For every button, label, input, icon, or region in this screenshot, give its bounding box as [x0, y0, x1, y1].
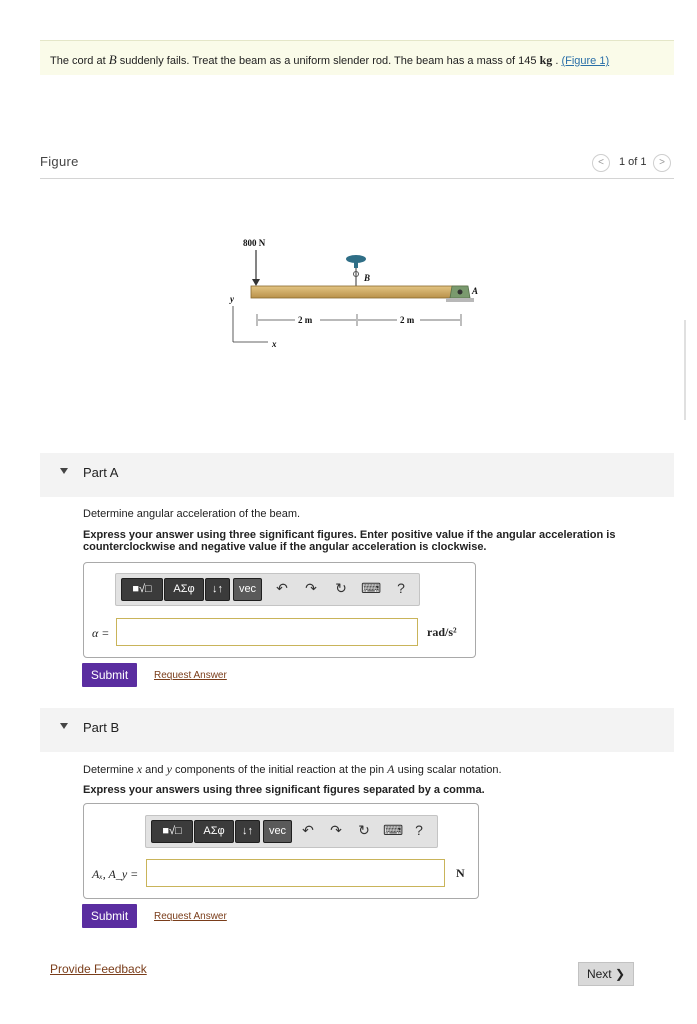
part-b-question-pre: Determine: [83, 764, 137, 776]
dim-left-label: 2 m: [298, 315, 313, 325]
force-arrowhead: [252, 279, 260, 286]
part-a-question: Determine angular acceleration of the beam.: [83, 508, 301, 520]
templates-button[interactable]: ■√□: [121, 578, 163, 601]
sub-superscript-button[interactable]: ↓↑: [205, 578, 230, 601]
keyboard-icon[interactable]: ⌨: [383, 822, 404, 838]
help-icon[interactable]: ?: [415, 822, 423, 838]
greek-symbols-button[interactable]: ΑΣφ: [164, 578, 204, 601]
beam: [251, 286, 467, 298]
sub-superscript-button[interactable]: ↓↑: [235, 820, 260, 843]
cord-support: [346, 255, 366, 263]
chevron-right-icon: >: [659, 157, 665, 168]
part-b-answer-box: [83, 803, 479, 899]
part-b-request-answer-link[interactable]: Request Answer: [154, 911, 227, 922]
cord-support-stem: [354, 262, 358, 268]
point-a-label: A: [472, 286, 479, 296]
reset-icon[interactable]: ↻: [358, 822, 370, 838]
dim-right-label: 2 m: [400, 315, 415, 325]
reset-icon[interactable]: ↻: [335, 580, 347, 596]
part-b-question-mid: components of the initial reaction at the pin: [171, 764, 388, 776]
part-a-request-answer-link[interactable]: Request Answer: [154, 670, 227, 681]
part-b-question-y: y: [166, 762, 172, 776]
redo-icon[interactable]: ↷: [305, 580, 317, 596]
alpha-label: α =: [92, 626, 110, 640]
undo-icon[interactable]: ↶: [302, 822, 314, 838]
vector-button[interactable]: vec: [263, 820, 292, 843]
greek-symbols-button[interactable]: ΑΣφ: [194, 820, 234, 843]
part-b-question-post: using scalar notation.: [394, 764, 502, 776]
figure-counter: 1 of 1: [619, 156, 647, 168]
part-a-title: Part A: [83, 465, 119, 480]
alpha-input[interactable]: [116, 618, 418, 646]
ax-ay-input[interactable]: [146, 859, 445, 887]
x-axis-label: x: [272, 339, 277, 349]
caret-down-icon[interactable]: [60, 723, 68, 729]
part-a-header[interactable]: [40, 453, 674, 497]
part-b-instructions: Express your answers using three significant figures separated by a comma.: [83, 784, 485, 796]
problem-text-pre: The cord at: [50, 55, 109, 67]
problem-sep: .: [552, 55, 562, 67]
vector-button[interactable]: vec: [233, 578, 262, 601]
part-b-title: Part B: [83, 720, 120, 735]
part-b-submit-button[interactable]: Submit: [82, 904, 137, 928]
part-b-toolbar: [145, 815, 438, 848]
ax-ay-unit: N: [456, 866, 465, 880]
part-a-instructions-line2: counterclockwise and negative value if the angular acceleration is clockwise.: [83, 541, 487, 553]
point-b-label: B: [364, 273, 371, 283]
part-a-toolbar: [115, 573, 420, 606]
templates-button[interactable]: ■√□: [151, 820, 193, 843]
figure-heading: Figure: [40, 154, 79, 169]
problem-var-b: B: [108, 52, 117, 67]
problem-unit: kg: [539, 53, 553, 67]
chevron-left-icon: <: [598, 157, 604, 168]
redo-icon[interactable]: ↷: [330, 822, 342, 838]
figure-link[interactable]: (Figure 1): [561, 55, 610, 67]
undo-icon[interactable]: ↶: [276, 580, 288, 596]
part-b-question: [83, 762, 502, 777]
next-button[interactable]: Next ❯: [578, 962, 634, 986]
force-label: 800 N: [243, 238, 266, 248]
part-a-submit-button[interactable]: Submit: [82, 663, 137, 687]
part-a-answer-box: [83, 562, 476, 658]
part-b-question-a: A: [387, 762, 395, 776]
part-a-instructions: [83, 529, 643, 553]
problem-text-mid: suddenly fails. Treat the beam as a uniform slender rod. The beam has a mass of 145: [116, 55, 540, 67]
part-b-question-x: x: [136, 762, 143, 776]
part-b-question-and: and: [142, 764, 167, 776]
keyboard-icon[interactable]: ⌨: [361, 580, 382, 596]
part-a-instructions-line1: Express your answer using three significant figures. Enter positive value if the angular acceleration is: [83, 529, 616, 541]
ground: [446, 298, 474, 302]
provide-feedback-link[interactable]: Provide Feedback: [50, 962, 147, 976]
alpha-unit: rad/s²: [427, 625, 457, 639]
pin: [458, 290, 463, 295]
beam-diagram: [0, 0, 697, 360]
caret-down-icon[interactable]: [60, 468, 68, 474]
ax-ay-label: Aₓ, A_y =: [92, 867, 139, 881]
part-b-header[interactable]: [40, 708, 674, 752]
y-axis-label: y: [230, 294, 234, 304]
help-icon[interactable]: ?: [397, 580, 405, 596]
